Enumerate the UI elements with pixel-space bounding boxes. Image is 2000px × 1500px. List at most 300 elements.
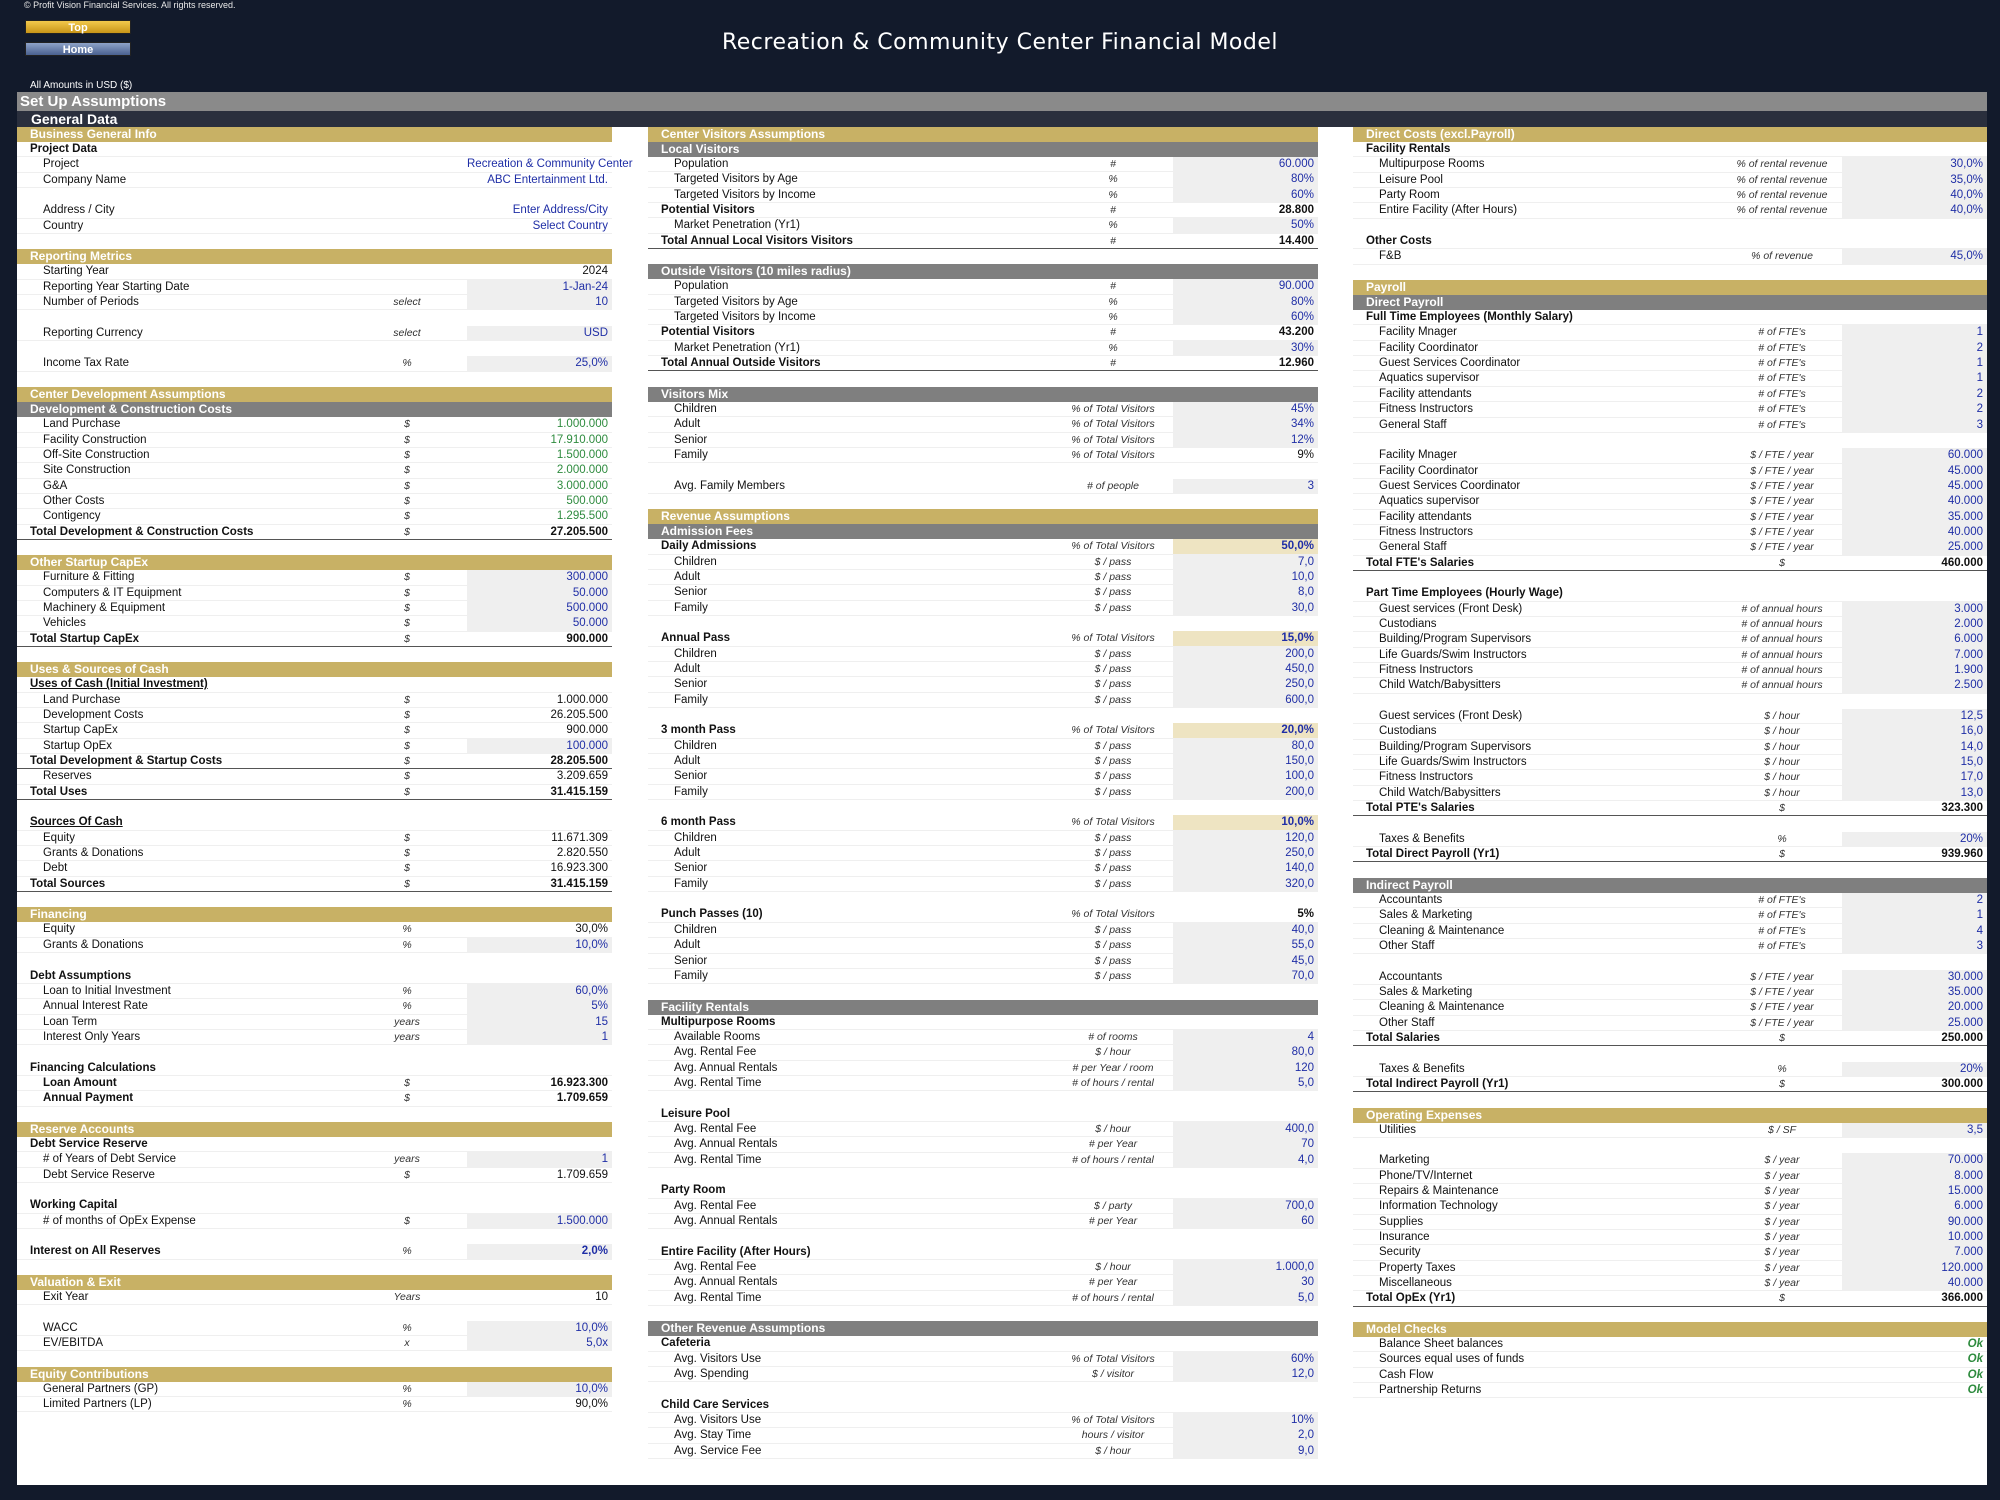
row-unit [1053, 1336, 1173, 1350]
input-cell[interactable]: 25.000 [1842, 1016, 1987, 1030]
row-potential-visitors [648, 203, 1318, 218]
row-unit: # of annual hours [1741, 664, 1823, 676]
section-header-other-startup-capex: Other Startup CapEx [17, 555, 612, 570]
row-label: Aquatics supervisor [1379, 372, 1480, 385]
row-reporting-currency [17, 326, 612, 341]
row-grants-donations [17, 938, 612, 953]
input-cell[interactable]: 250,0 [1173, 677, 1318, 691]
input-cell[interactable]: 15,0 [1842, 755, 1987, 769]
spacer [648, 984, 1318, 999]
input-cell[interactable]: 1.500.000 [467, 1214, 612, 1228]
row-label: Guest Services Coordinator [1379, 479, 1521, 492]
subsection-header-visitors-mix: Visitors Mix [648, 387, 1318, 402]
row-land-purchase [17, 693, 612, 708]
input-cell[interactable]: 150,0 [1173, 754, 1318, 768]
input-cell[interactable]: 45.000 [1842, 464, 1987, 478]
row-label: Custodians [1379, 617, 1437, 630]
input-cell[interactable]: 4 [1842, 924, 1987, 938]
input-cell[interactable]: 10% [1173, 1413, 1318, 1427]
row-unit: % of Total Visitors [1071, 402, 1155, 415]
row-off-site-construction [17, 448, 612, 463]
input-cell[interactable]: 40,0 [1173, 923, 1318, 937]
row-label: General Staff [1379, 418, 1447, 431]
input-cell[interactable]: 12% [1173, 433, 1318, 447]
input-cell[interactable]: 2,0% [467, 1244, 612, 1258]
row-unit: $ [1779, 848, 1785, 861]
row-unit [347, 969, 467, 983]
input-cell[interactable]: 45,0 [1173, 954, 1318, 968]
input-cell[interactable]: 12,5 [1842, 709, 1987, 723]
input-cell[interactable]: 20% [1842, 832, 1987, 846]
row-avg-annual-rentals [648, 1214, 1318, 1229]
value-cell: ABC Entertainment Ltd. [487, 173, 608, 186]
input-cell[interactable]: 120,0 [1173, 831, 1318, 845]
row-label: Sources equal uses of funds [1379, 1353, 1525, 1366]
row-population [648, 157, 1318, 172]
row-supplies [1353, 1215, 1987, 1230]
input-cell[interactable]: 1.900 [1842, 663, 1987, 677]
row-total-salaries [1353, 1031, 1987, 1046]
input-cell[interactable]: 14,0 [1842, 740, 1987, 754]
row-phone-tv-internet [1353, 1169, 1987, 1184]
value-cell [1173, 1015, 1318, 1029]
input-cell[interactable]: 2.000 [1842, 617, 1987, 631]
input-cell[interactable]: 3 [1842, 939, 1987, 953]
row-market-penetration-yr1 [648, 218, 1318, 233]
top-button[interactable]: Top [25, 20, 131, 34]
row-label: Avg. Annual Rentals [674, 1215, 778, 1227]
row-label: Fitness Instructors [1379, 771, 1473, 784]
row-avg-rental-time [648, 1076, 1318, 1091]
row-unit: # of annual hours [1741, 679, 1823, 692]
row-label: Project Data [30, 143, 98, 155]
row-label: Facility Mnager [1379, 449, 1457, 462]
row-label: Avg. Annual Rentals [674, 1138, 778, 1151]
input-cell[interactable]: 7,0 [1173, 555, 1318, 569]
row-label: Senior [674, 433, 708, 446]
input-cell[interactable]: 16,0 [1842, 724, 1987, 738]
row-unit: % [402, 1398, 412, 1411]
input-cell[interactable]: 40.000 [1842, 494, 1987, 508]
input-cell[interactable]: 2 [1842, 341, 1987, 355]
row-avg-rental-time [648, 1291, 1318, 1306]
row-label: Other Costs [43, 494, 105, 507]
input-cell[interactable]: 8.000 [1842, 1169, 1987, 1183]
row-unit [1722, 142, 1842, 156]
row-label: Child Care Services [661, 1398, 770, 1411]
row-income-tax-rate [17, 356, 612, 371]
input-cell[interactable]: 1-Jan-24 [467, 280, 612, 294]
row-unit [1722, 1383, 1842, 1397]
row-label: Party Room [1379, 189, 1440, 202]
row-unit: $ [404, 1168, 410, 1181]
row-security [1353, 1245, 1987, 1260]
row-market-penetration-yr1 [648, 341, 1318, 356]
input-cell[interactable]: 30,0% [1842, 157, 1987, 171]
input-cell[interactable]: 35.000 [1842, 510, 1987, 524]
row-label: Potential Visitors [661, 326, 755, 339]
input-cell[interactable]: 45.000 [1842, 479, 1987, 493]
value-cell: Enter Address/City [512, 204, 608, 217]
input-cell[interactable]: 3 [1173, 479, 1318, 493]
row-label: Life Guards/Swim Instructors [1379, 756, 1527, 769]
input-cell[interactable]: 2.500 [1842, 678, 1987, 692]
input-cell[interactable]: 50.000 [467, 616, 612, 630]
input-cell[interactable]: 45,0% [1842, 249, 1987, 263]
row-label: Adult [674, 662, 701, 675]
value-cell: 3.209.659 [556, 770, 608, 783]
input-cell[interactable]: 40.000 [1842, 525, 1987, 539]
subsection-header-indirect-payroll: Indirect Payroll [1353, 878, 1987, 893]
input-cell[interactable]: 50.000 [467, 586, 612, 600]
input-cell[interactable]: 15,0% [1173, 631, 1318, 645]
column-right [1353, 127, 1987, 1398]
copyright-text: © Profit Vision Financial Services. All rights reserved. [24, 0, 236, 10]
input-cell[interactable]: 30% [1173, 341, 1318, 355]
input-cell[interactable]: 90.000 [1173, 279, 1318, 293]
section-header-center-visitors-assumptions: Center Visitors Assumptions [648, 127, 1318, 142]
input-cell[interactable]: 2 [1842, 893, 1987, 907]
row-unit: % [402, 1321, 412, 1334]
home-button[interactable]: Home [25, 42, 131, 56]
row-annual-interest-rate [17, 999, 612, 1014]
input-cell[interactable]: 50% [1173, 218, 1318, 232]
row-unit [1722, 310, 1842, 324]
row-total-startup-capex [17, 632, 612, 647]
row-label: Targeted Visitors by Income [674, 188, 816, 201]
row-child-care-services [648, 1398, 1318, 1413]
row-guest-services-front-desk [1353, 709, 1987, 724]
row-label: Balance Sheet balances [1379, 1338, 1504, 1351]
input-cell[interactable]: 35.000 [1842, 985, 1987, 999]
value-cell [1173, 1336, 1318, 1350]
row-unit: # of FTE's [1758, 909, 1806, 922]
row-label: Sales & Marketing [1379, 909, 1473, 922]
input-cell[interactable]: 17,0 [1842, 770, 1987, 784]
row-unit: x [404, 1337, 410, 1350]
value-cell [1173, 1398, 1318, 1412]
input-cell[interactable]: 70,0 [1173, 969, 1318, 983]
input-cell[interactable]: 35,0% [1842, 173, 1987, 187]
row-potential-visitors [648, 325, 1318, 340]
row-label: Equity [43, 831, 75, 844]
row-total-direct-payroll-yr1 [1353, 847, 1987, 862]
row-project-data [17, 142, 612, 157]
input-cell[interactable]: 200,0 [1173, 647, 1318, 661]
input-cell[interactable]: 2 [1842, 387, 1987, 401]
input-cell[interactable]: 30 [1173, 1275, 1318, 1289]
row-unit: $ / pass [1094, 923, 1132, 936]
row-taxes-benefits [1353, 832, 1987, 847]
input-cell[interactable]: 40.000 [1842, 1276, 1987, 1290]
row-miscellaneous [1353, 1276, 1987, 1291]
row-unit: % [1108, 188, 1118, 201]
value-cell: 16.923.300 [550, 862, 608, 875]
input-cell[interactable]: 5,0 [1173, 1291, 1318, 1305]
value-cell: 1.000.000 [556, 418, 608, 431]
spacer [17, 341, 612, 356]
row-label: Leisure Pool [661, 1107, 731, 1120]
input-cell[interactable]: 80,0 [1173, 1045, 1318, 1059]
input-cell[interactable]: 80% [1173, 172, 1318, 186]
row-unit: $ / pass [1094, 847, 1132, 860]
row-cleaning-maintenance [1353, 924, 1987, 939]
input-cell[interactable]: 3,5 [1842, 1123, 1987, 1137]
value-cell: 366.000 [1941, 1292, 1983, 1305]
input-cell[interactable]: 60% [1173, 310, 1318, 324]
row-unit: # of annual hours [1741, 602, 1823, 615]
input-cell[interactable]: 10,0 [1173, 570, 1318, 584]
row-label: Number of Periods [43, 296, 139, 309]
row-address-city [17, 203, 612, 218]
input-cell[interactable]: 2,0 [1173, 1428, 1318, 1442]
input-cell[interactable]: 12,0 [1173, 1367, 1318, 1381]
input-cell[interactable]: 1 [467, 1030, 612, 1044]
input-cell[interactable]: 25.000 [1842, 540, 1987, 554]
value-cell: 90,0% [575, 1398, 608, 1411]
input-cell[interactable]: 30,0 [1173, 601, 1318, 615]
input-cell[interactable]: 250,0 [1173, 846, 1318, 860]
row-equity [17, 831, 612, 846]
row-unit: % of rental revenue [1736, 158, 1828, 171]
input-cell[interactable]: 60.000 [1842, 448, 1987, 462]
row-label: Leisure Pool [1379, 173, 1443, 186]
row-unit: # of hours / rental [1072, 1153, 1154, 1166]
input-cell[interactable]: 10,0% [467, 1321, 612, 1335]
row-custodians [1353, 724, 1987, 739]
row-unit: % [1108, 173, 1118, 186]
input-cell[interactable]: 3.000 [1842, 602, 1987, 616]
row-unit: % [1777, 832, 1787, 845]
row-6-month-pass [648, 815, 1318, 830]
row-unit [1722, 234, 1842, 248]
input-cell[interactable]: 30.000 [1842, 970, 1987, 984]
input-cell[interactable]: 15 [467, 1015, 612, 1029]
row-annual-pass [648, 631, 1318, 646]
input-cell[interactable]: 50,0% [1173, 539, 1318, 553]
input-cell[interactable]: 100.000 [467, 739, 612, 753]
row-land-purchase [17, 417, 612, 432]
value-cell: 300.000 [1941, 1077, 1983, 1090]
value-cell: 14.400 [1278, 234, 1314, 247]
input-cell[interactable]: 5,0x [467, 1336, 612, 1350]
input-cell[interactable]: 300.000 [467, 570, 612, 584]
input-cell[interactable]: 140,0 [1173, 861, 1318, 875]
input-cell[interactable]: 90.000 [1842, 1215, 1987, 1229]
row-label: Taxes & Benefits [1379, 1062, 1465, 1075]
input-cell[interactable]: 13,0 [1842, 786, 1987, 800]
value-cell [467, 1137, 612, 1151]
input-cell[interactable]: 600,0 [1173, 693, 1318, 707]
value-cell [1842, 142, 1987, 156]
input-cell[interactable]: 7.000 [1842, 1245, 1987, 1259]
input-cell[interactable]: 20,0% [1173, 723, 1318, 737]
row-unit: $ / pass [1094, 678, 1132, 691]
row-unit: hours / visitor [1081, 1429, 1145, 1442]
row-facility-mnager [1353, 448, 1987, 463]
row-other-costs [17, 494, 612, 509]
row-unit [347, 264, 467, 278]
input-cell[interactable]: 80,0 [1173, 739, 1318, 753]
value-cell: Ok [1967, 1368, 1983, 1381]
input-cell[interactable]: 6.000 [1842, 1199, 1987, 1213]
row-unit: $ [404, 877, 410, 890]
row-label: General Staff [1379, 541, 1447, 554]
input-cell[interactable]: 70 [1173, 1137, 1318, 1151]
spacer [1353, 1307, 1987, 1322]
spacer [648, 494, 1318, 509]
row-label: Avg. Rental Time [674, 1291, 762, 1304]
row-avg-annual-rentals [648, 1061, 1318, 1076]
row-label: Loan Amount [43, 1076, 117, 1089]
row-unit: $ / FTE / year [1750, 495, 1814, 508]
row-reserves [17, 769, 612, 784]
input-cell[interactable]: 34% [1173, 417, 1318, 431]
input-cell[interactable]: 320,0 [1173, 877, 1318, 891]
input-cell[interactable]: 1 [1842, 371, 1987, 385]
input-cell[interactable]: 80% [1173, 295, 1318, 309]
input-cell[interactable]: 20.000 [1842, 1000, 1987, 1014]
input-cell[interactable]: 700,0 [1173, 1199, 1318, 1213]
general-data-header: General Data [17, 111, 1987, 127]
row-of-years-of-debt-service [17, 1152, 612, 1167]
input-cell[interactable]: 1.000,0 [1173, 1260, 1318, 1274]
row-part-time-employees-hourly-wage [1353, 586, 1987, 601]
input-cell[interactable]: 10,0% [467, 1382, 612, 1396]
row-unit: # of annual hours [1741, 617, 1823, 630]
row-label: Children [674, 402, 717, 415]
input-cell[interactable]: 25,0% [467, 356, 612, 370]
section-header-revenue-assumptions: Revenue Assumptions [648, 509, 1318, 524]
input-cell[interactable]: 60.000 [1173, 157, 1318, 171]
row-avg-service-fee [648, 1444, 1318, 1459]
row-development-costs [17, 708, 612, 723]
input-cell[interactable]: 40,0% [1842, 203, 1987, 217]
row-label: Market Penetration (Yr1) [674, 219, 800, 232]
spacer [1353, 265, 1987, 280]
input-cell[interactable]: 15.000 [1842, 1184, 1987, 1198]
row-other-staff [1353, 939, 1987, 954]
row-unit: $ / hour [1764, 756, 1800, 769]
row-repairs-maintenance [1353, 1184, 1987, 1199]
row-unit: $ / pass [1094, 662, 1132, 675]
row-party-room [648, 1183, 1318, 1198]
input-cell[interactable]: 10 [467, 295, 612, 309]
input-cell[interactable]: 70.000 [1842, 1153, 1987, 1167]
spacer [648, 708, 1318, 723]
input-cell[interactable]: 55,0 [1173, 938, 1318, 952]
row-unit: % of Total Visitors [1071, 540, 1155, 553]
input-cell[interactable]: 200,0 [1173, 785, 1318, 799]
row-label: Avg. Annual Rentals [674, 1276, 778, 1289]
row-unit [1053, 1398, 1173, 1412]
input-cell[interactable]: 45% [1173, 402, 1318, 416]
input-cell[interactable]: 1 [467, 1152, 612, 1166]
row-cash-flow [1353, 1368, 1987, 1383]
row-label: Reporting Currency [43, 326, 143, 339]
input-cell[interactable]: 5% [467, 999, 612, 1013]
input-cell[interactable]: 9,0 [1173, 1444, 1318, 1458]
row-unit: $ [404, 510, 410, 523]
input-cell[interactable]: 10.000 [1842, 1230, 1987, 1244]
row-label: Financing Calculations [30, 1061, 156, 1074]
row-children [648, 923, 1318, 938]
row-avg-rental-fee [648, 1260, 1318, 1275]
row-unit: $ / pass [1094, 570, 1132, 583]
input-cell[interactable]: 6.000 [1842, 632, 1987, 646]
value-cell: 10 [595, 1291, 608, 1304]
row-unit: $ / pass [1094, 862, 1132, 875]
row-multipurpose-rooms [1353, 157, 1987, 172]
value-cell: 28.205.500 [550, 755, 608, 768]
input-cell[interactable]: 400,0 [1173, 1122, 1318, 1136]
value-cell: 500.000 [566, 494, 608, 507]
input-cell[interactable]: 3 [1842, 418, 1987, 432]
row-label: Market Penetration (Yr1) [674, 341, 800, 354]
row-label: Entire Facility (After Hours) [1379, 204, 1518, 217]
input-cell[interactable]: 1 [1842, 908, 1987, 922]
spacer [17, 1305, 612, 1320]
row-unit: $ / pass [1094, 586, 1132, 599]
row-label: Insurance [1379, 1231, 1430, 1244]
row-unit: $ / hour [1095, 1261, 1131, 1274]
value-cell: 323.300 [1941, 802, 1983, 815]
row-label: Part Time Employees (Hourly Wage) [1366, 587, 1563, 600]
input-cell[interactable]: 120 [1173, 1061, 1318, 1075]
row-label: Total Annual Outside Visitors [661, 357, 821, 370]
row-label: Guest Services Coordinator [1379, 357, 1521, 370]
row-unit: $ / year [1764, 1185, 1800, 1197]
row-unit: $ / pass [1094, 770, 1132, 783]
input-cell[interactable]: 1 [1842, 356, 1987, 370]
value-cell: 31.415.159 [550, 877, 608, 890]
input-cell[interactable]: 10,0% [467, 938, 612, 952]
input-cell[interactable]: 8,0 [1173, 585, 1318, 599]
row-loan-amount [17, 1076, 612, 1091]
input-cell[interactable]: 60% [1173, 188, 1318, 202]
input-cell[interactable]: 120.000 [1842, 1261, 1987, 1275]
row-unit: $ [404, 693, 410, 706]
input-cell[interactable]: 450,0 [1173, 662, 1318, 676]
row-targeted-visitors-by-age [648, 172, 1318, 187]
value-cell: Recreation & Community Center [467, 158, 633, 171]
input-cell[interactable]: 60 [1173, 1214, 1318, 1228]
row-avg-annual-rentals [648, 1137, 1318, 1152]
input-cell[interactable]: 2 [1842, 402, 1987, 416]
input-cell[interactable]: USD [467, 326, 612, 340]
input-cell[interactable]: 60% [1173, 1352, 1318, 1366]
input-cell[interactable]: 1 [1842, 325, 1987, 339]
input-cell[interactable]: 5,0 [1173, 1076, 1318, 1090]
row-unit: $ / pass [1094, 739, 1132, 752]
input-cell[interactable]: 7.000 [1842, 648, 1987, 662]
row-label: Annual Payment [43, 1092, 134, 1105]
input-cell[interactable]: 4,0 [1173, 1153, 1318, 1167]
input-cell[interactable]: 60,0% [467, 984, 612, 998]
input-cell[interactable]: 40,0% [1842, 188, 1987, 202]
value-cell: 1.000.000 [556, 693, 608, 706]
input-cell[interactable]: 20% [1842, 1062, 1987, 1076]
section-header-valuation-exit: Valuation & Exit [17, 1275, 612, 1290]
input-cell[interactable]: 10,0% [1173, 815, 1318, 829]
input-cell[interactable]: 500.000 [467, 601, 612, 615]
row-label: Total Direct Payroll (Yr1) [1366, 848, 1500, 861]
spacer [17, 188, 612, 203]
row-label: Supplies [1379, 1215, 1424, 1228]
input-cell[interactable]: 100,0 [1173, 769, 1318, 783]
input-cell[interactable]: 4 [1173, 1030, 1318, 1044]
row-label: Total Development & Construction Costs [30, 525, 254, 538]
